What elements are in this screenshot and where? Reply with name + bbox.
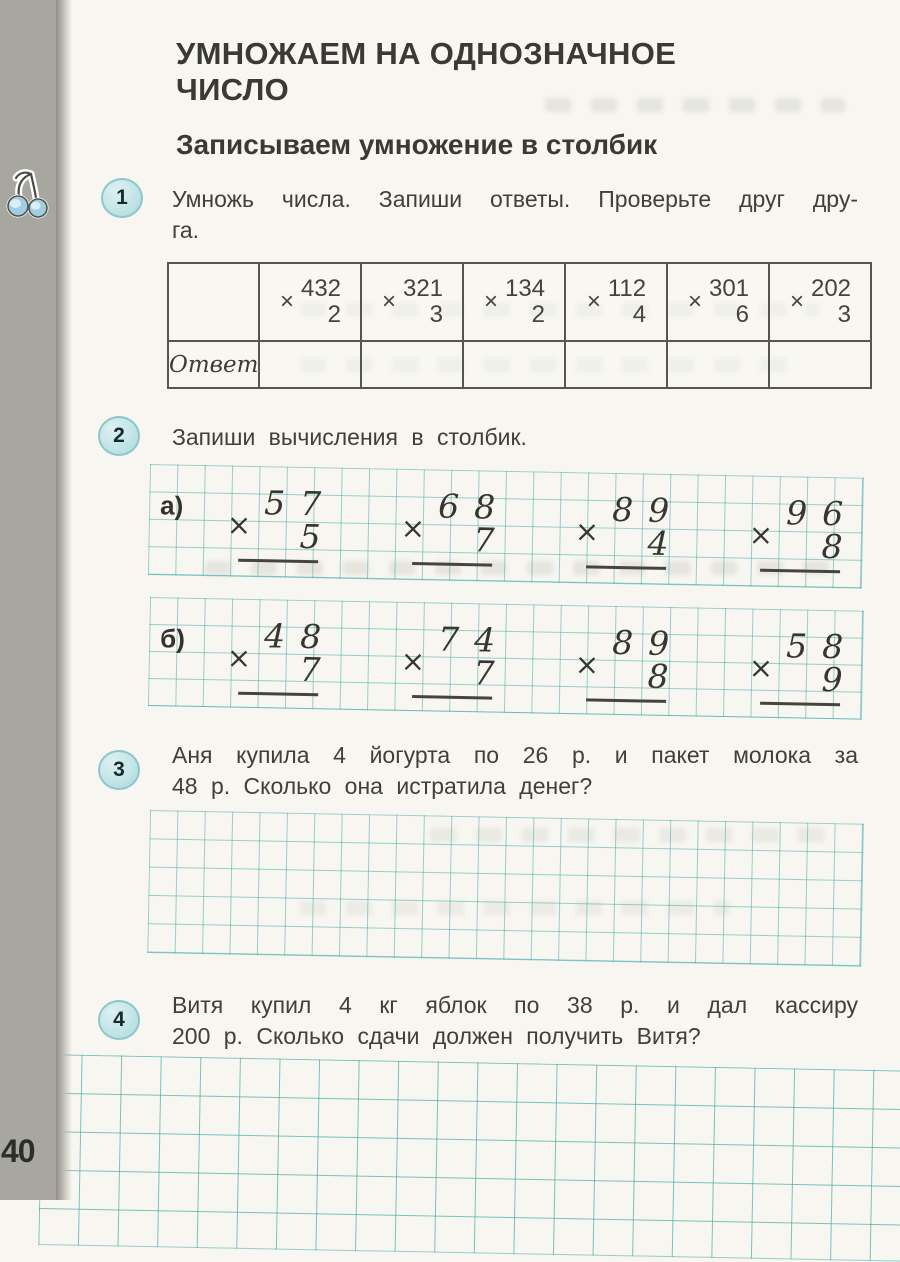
result-line [586,565,666,570]
multiplicand: 89 [611,622,685,664]
row-label: б) [159,623,186,654]
multiply-icon: × [574,514,600,549]
multiplier: 4 [647,523,669,563]
answer-label-cell: Ответ [168,341,259,388]
multiplier: 6 [735,301,750,328]
column-multiplication-problem [400,619,512,710]
result-line [412,695,492,700]
exercise-4-text: Витя купил 4 кг яблок по 38 р. и дал кассиру 200 р. Сколько сдачи должен получить Витя? [172,992,858,1049]
column-multiplication-problem [574,622,686,713]
multiplier: 4 [632,301,647,328]
multiplier: 7 [473,653,495,693]
table-row [168,341,871,388]
answers-table [167,262,872,389]
exercise-3-badge: 3 [98,750,140,790]
exercise-2-instruction: Запиши вычисления в столбик. [172,424,527,450]
result-line [238,559,318,564]
multiplication-problem [565,263,667,341]
column-multiplication-problem [748,626,860,717]
multiplier: 9 [821,659,843,700]
multiplier: 2 [327,301,342,328]
multiplication-problem [769,263,871,341]
result-line [586,698,666,703]
page-title [176,36,876,108]
multiplier: 7 [299,649,322,690]
multiply-icon: × [400,643,426,679]
multiplication-problem [463,263,565,341]
multiply-icon: × [687,288,702,315]
squared-grid-row-b [148,597,864,720]
multiply-icon: × [381,288,396,315]
multiplicand: 57 [263,483,337,524]
multiply-icon: × [586,288,601,315]
bottom-workspace-grid [38,1054,900,1262]
cherries-icon [3,168,53,220]
result-line [760,569,840,574]
answer-cell [463,341,565,388]
multiply-icon: × [400,510,426,546]
multiplier: 2 [531,301,546,328]
spine-shadow [56,0,72,1200]
multiplier: 7 [473,520,495,560]
multiplicand: 301 [708,275,750,302]
page-number: 40 [1,1133,35,1169]
exercise-1-instruction [172,184,858,246]
multiply-icon: × [748,517,774,552]
table-row [168,263,871,341]
section-subtitle: Записываем умножение в столбик [176,129,658,160]
answer-cell [667,341,769,388]
column-multiplication-problem [748,493,860,584]
table-empty-cell [168,263,259,341]
page-title-line1: УМНОЖАЕМ НА ОДНОЗНАЧНОЕ [176,36,677,71]
column-multiplication-problem [574,489,686,580]
multiply-icon: × [279,288,294,315]
multiply-icon: × [483,288,498,315]
multiplicand: 134 [504,275,546,302]
multiplicand: 432 [300,275,342,302]
result-line [760,702,840,707]
multiplicand: 48 [263,616,337,657]
answer-workspace-grid [147,810,864,967]
multiply-icon: × [226,640,252,675]
exercise-2-badge: 2 [98,416,140,456]
multiplicand: 112 [607,275,647,302]
result-line [412,562,492,567]
multiplicand: 321 [402,275,444,302]
page-title-line2: ЧИСЛО [176,72,290,107]
multiplier: 8 [647,656,669,696]
multiplicand: 89 [611,489,685,531]
column-multiplication-problem [226,483,338,573]
multiply-icon: × [748,650,774,685]
multiply-icon: × [574,647,600,682]
multiplicand: 96 [785,493,859,534]
exercise-1-instruction-line1: Умножь числа. Запиши ответы. Проверьте друг дру- [172,186,858,212]
answer-cell [259,341,361,388]
row-label: а) [159,490,184,521]
multiplier: 8 [821,526,843,567]
answer-cell [769,341,871,388]
multiplicand: 58 [785,626,859,667]
multiplication-problem [667,263,769,341]
multiply-icon: × [789,288,804,315]
multiplier: 3 [837,301,852,328]
answer-cell [361,341,463,388]
result-line [238,692,318,697]
multiplicand: 202 [810,275,852,302]
column-multiplication-problem [400,486,512,577]
multiplicand: 68 [437,486,511,527]
column-multiplication-problem [226,616,338,706]
multiplicand: 74 [437,619,511,660]
exercise-1-instruction-line2: га. [172,217,200,243]
multiplier: 3 [429,301,444,328]
exercise-4-badge: 4 [98,1000,140,1040]
multiplier: 5 [299,516,322,557]
answer-cell [565,341,667,388]
exercise-1-badge: 1 [101,178,143,218]
squared-grid-row-a [148,464,864,589]
multiply-icon: × [226,507,252,542]
multiplication-problem [259,263,361,341]
multiplication-problem [361,263,463,341]
exercise-3-text: Аня купила 4 йогурта по 26 р. и пакет молока за 48 р. Сколько она истратила денег? [172,742,858,799]
